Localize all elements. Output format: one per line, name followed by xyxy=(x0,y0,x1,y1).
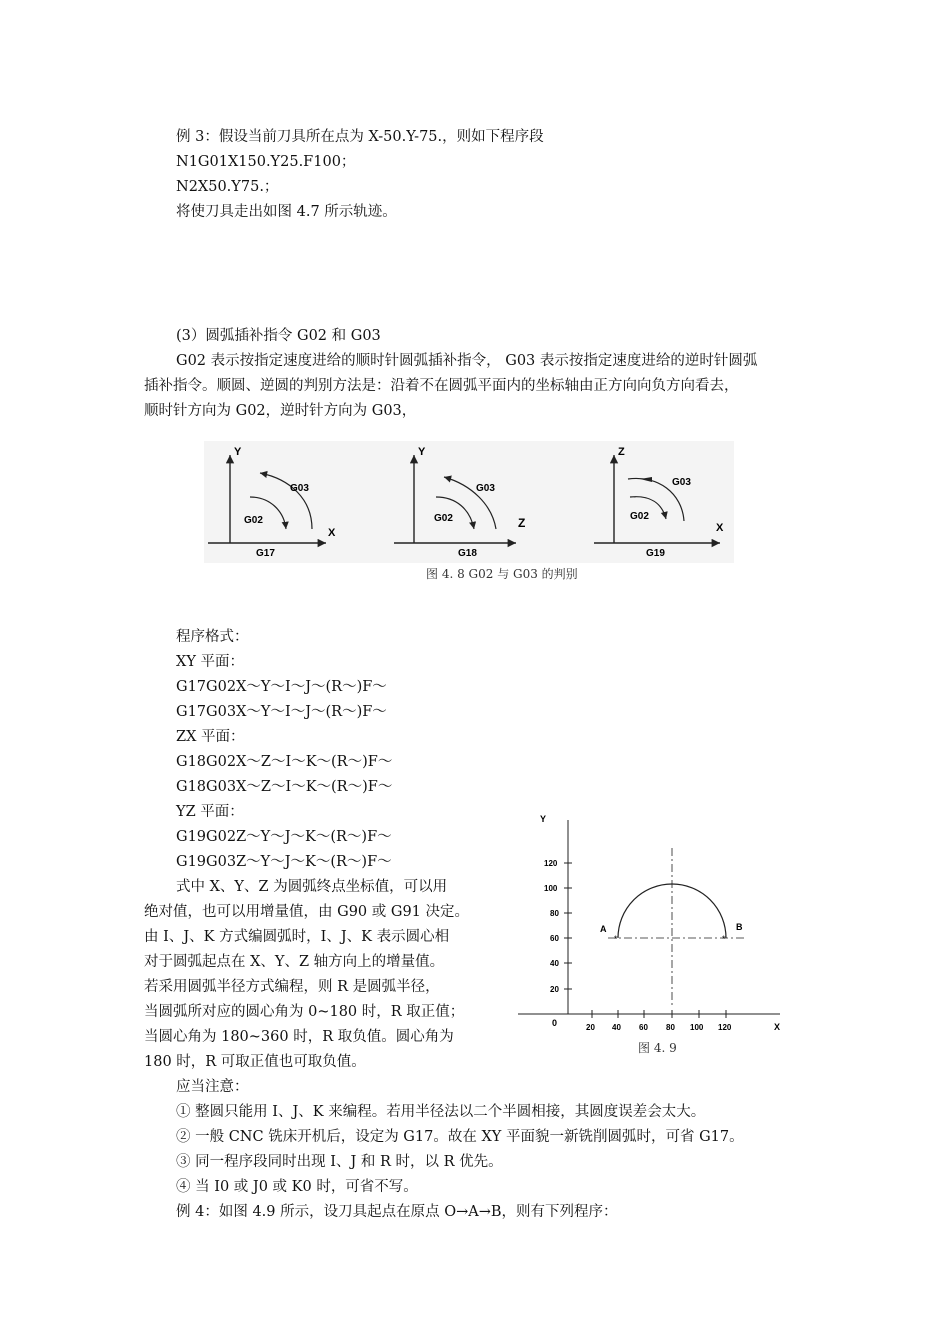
panel-g19-ccw-label: G03 xyxy=(672,477,691,488)
figure-4-9-svg xyxy=(512,808,792,1040)
fig49-y-label-100: 100 xyxy=(544,884,558,893)
example3-line2: N2X50.Y75.； xyxy=(176,179,279,195)
figure-4-8-svg xyxy=(200,437,740,567)
figure-4-8-caption: 图 4. 8 G02 与 G03 的判别 xyxy=(426,567,578,581)
fig49-x-label-60: 60 xyxy=(639,1023,648,1032)
format-zx-line2: G18G03X～Z～I～K～(R～)F～ xyxy=(176,779,393,795)
example4-text: 例 4：如图 4.9 所示，设刀具起点在原点 O→A→B，则有下列程序： xyxy=(176,1204,618,1220)
figure-4-9 xyxy=(512,808,792,1040)
panel-g19-plane-label: G19 xyxy=(646,548,665,559)
format-yz-line1: G19G02Z～Y～J～K～(R～)F～ xyxy=(176,829,392,845)
fig49-y-label-40: 40 xyxy=(550,959,559,968)
note-4: ④ 当 I0 或 J0 或 K0 时，可省不写。 xyxy=(176,1179,418,1195)
panel-g17-plane-label: G17 xyxy=(256,548,275,559)
fig49-point-a-mark: * xyxy=(614,934,618,944)
fig49-x-label-80: 80 xyxy=(666,1023,675,1032)
section3-para-line1: G02 表示按指定速度进给的顺时针圆弧插补指令， G03 表示按指定速度进给的逆时针圆弧 xyxy=(176,353,758,369)
fig49-x-label-120: 120 xyxy=(718,1023,732,1032)
format-title: 程序格式： xyxy=(176,629,249,645)
format-xy-line1: G17G02X～Y～I～J～(R～)F～ xyxy=(176,679,387,695)
fig49-x-label-40: 40 xyxy=(612,1023,621,1032)
panel-g17-cw-label: G02 xyxy=(244,515,263,526)
panel-g18-h-label: Z xyxy=(518,516,526,530)
explain-line5: 若采用圆弧半径方式编程，则 R 是圆弧半径， xyxy=(144,979,440,995)
panel-g17-v-label: Y xyxy=(234,446,242,458)
panel-g18-v-label: Y xyxy=(418,446,426,458)
explain-line2: 绝对值，也可以用增量值，由 G90 或 G91 决定。 xyxy=(144,904,470,920)
format-zx-line1: G18G02X～Z～I～K～(R～)F～ xyxy=(176,754,393,770)
section3-para-line3: 顺时针方向为 G02，逆时针方向为 G03， xyxy=(144,403,417,419)
note-1: ① 整圆只能用 I、J、K 来编程。若用半径法以二个半圆相接，其圆度误差会太大。 xyxy=(176,1104,706,1120)
panel-g18-plane-label: G18 xyxy=(458,548,477,559)
explain-line7: 当圆心角为 180~360 时，R 取负值。圆心角为 xyxy=(144,1029,454,1045)
example3-line1: N1G01X150.Y25.F100； xyxy=(176,154,356,170)
notes-title: 应当注意： xyxy=(176,1079,249,1095)
fig49-y-label: Y xyxy=(540,814,547,824)
fig49-x-label-100: 100 xyxy=(690,1023,704,1032)
fig49-y-label-60: 60 xyxy=(550,934,559,943)
section3-para-line2: 插补指令。顺圆、逆圆的判别方法是：沿着不在圆弧平面内的坐标轴由正方向向负方向看去， xyxy=(144,378,739,394)
panel-g19-h-label: X xyxy=(716,522,724,534)
fig49-x-label-20: 20 xyxy=(586,1023,595,1032)
panel-g18-ccw-label: G03 xyxy=(476,483,495,494)
explain-line3: 由 I、J、K 方式编圆弧时，I、J、K 表示圆心相 xyxy=(144,929,450,945)
format-zx-label: ZX 平面： xyxy=(176,729,245,745)
explain-line4: 对于圆弧起点在 X、Y、Z 轴方向上的增量值。 xyxy=(144,954,445,970)
note-2: ② 一般 CNC 铣床开机后，设定为 G17。故在 XY 平面貌一新铣削圆弧时，可省 G17。 xyxy=(176,1129,744,1145)
fig49-point-a-label: A xyxy=(600,924,607,934)
explain-line6: 当圆弧所对应的圆心角为 0~180 时，R 取正值； xyxy=(144,1004,465,1020)
fig49-y-label-80: 80 xyxy=(550,909,559,918)
example3-result: 将使刀具走出如图 4.7 所示轨迹。 xyxy=(176,204,397,220)
section3-heading: (3）圆弧插补指令 G02 和 G03 xyxy=(176,328,381,344)
figure-4-9-caption: 图 4. 9 xyxy=(638,1041,677,1055)
fig49-point-b-label: B xyxy=(736,922,743,932)
format-yz-line2: G19G03Z～Y～J～K～(R～)F～ xyxy=(176,854,392,870)
format-yz-label: YZ 平面： xyxy=(176,804,244,820)
format-xy-label: XY 平面： xyxy=(176,654,245,670)
panel-g19-v-label: Z xyxy=(618,446,625,458)
format-xy-line2: G17G03X～Y～I～J～(R～)F～ xyxy=(176,704,387,720)
example3-intro: 例 3：假设当前刀具所在点为 X-50.Y-75.，则如下程序段 xyxy=(176,129,544,145)
explain-line8: 180 时，R 可取正值也可取负值。 xyxy=(144,1054,366,1070)
explain-line1: 式中 X、Y、Z 为圆弧终点坐标值，可以用 xyxy=(176,879,448,895)
fig49-y-label-20: 20 xyxy=(550,985,559,994)
figure-4-8 xyxy=(200,437,740,567)
fig49-x-label: X xyxy=(774,1022,781,1032)
panel-g17-ccw-label: G03 xyxy=(290,483,309,494)
fig49-x-ticks xyxy=(586,1010,732,1032)
fig49-point-b-mark: * xyxy=(722,934,726,944)
fig49-y-label-120: 120 xyxy=(544,859,558,868)
panel-g19-cw-label: G02 xyxy=(630,511,649,522)
panel-g17-h-label: X xyxy=(328,527,336,539)
note-3: ③ 同一程序段同时出现 I、J 和 R 时，以 R 优先。 xyxy=(176,1154,503,1170)
fig49-origin-label: 0 xyxy=(552,1018,558,1028)
panel-g18-cw-label: G02 xyxy=(434,513,453,524)
